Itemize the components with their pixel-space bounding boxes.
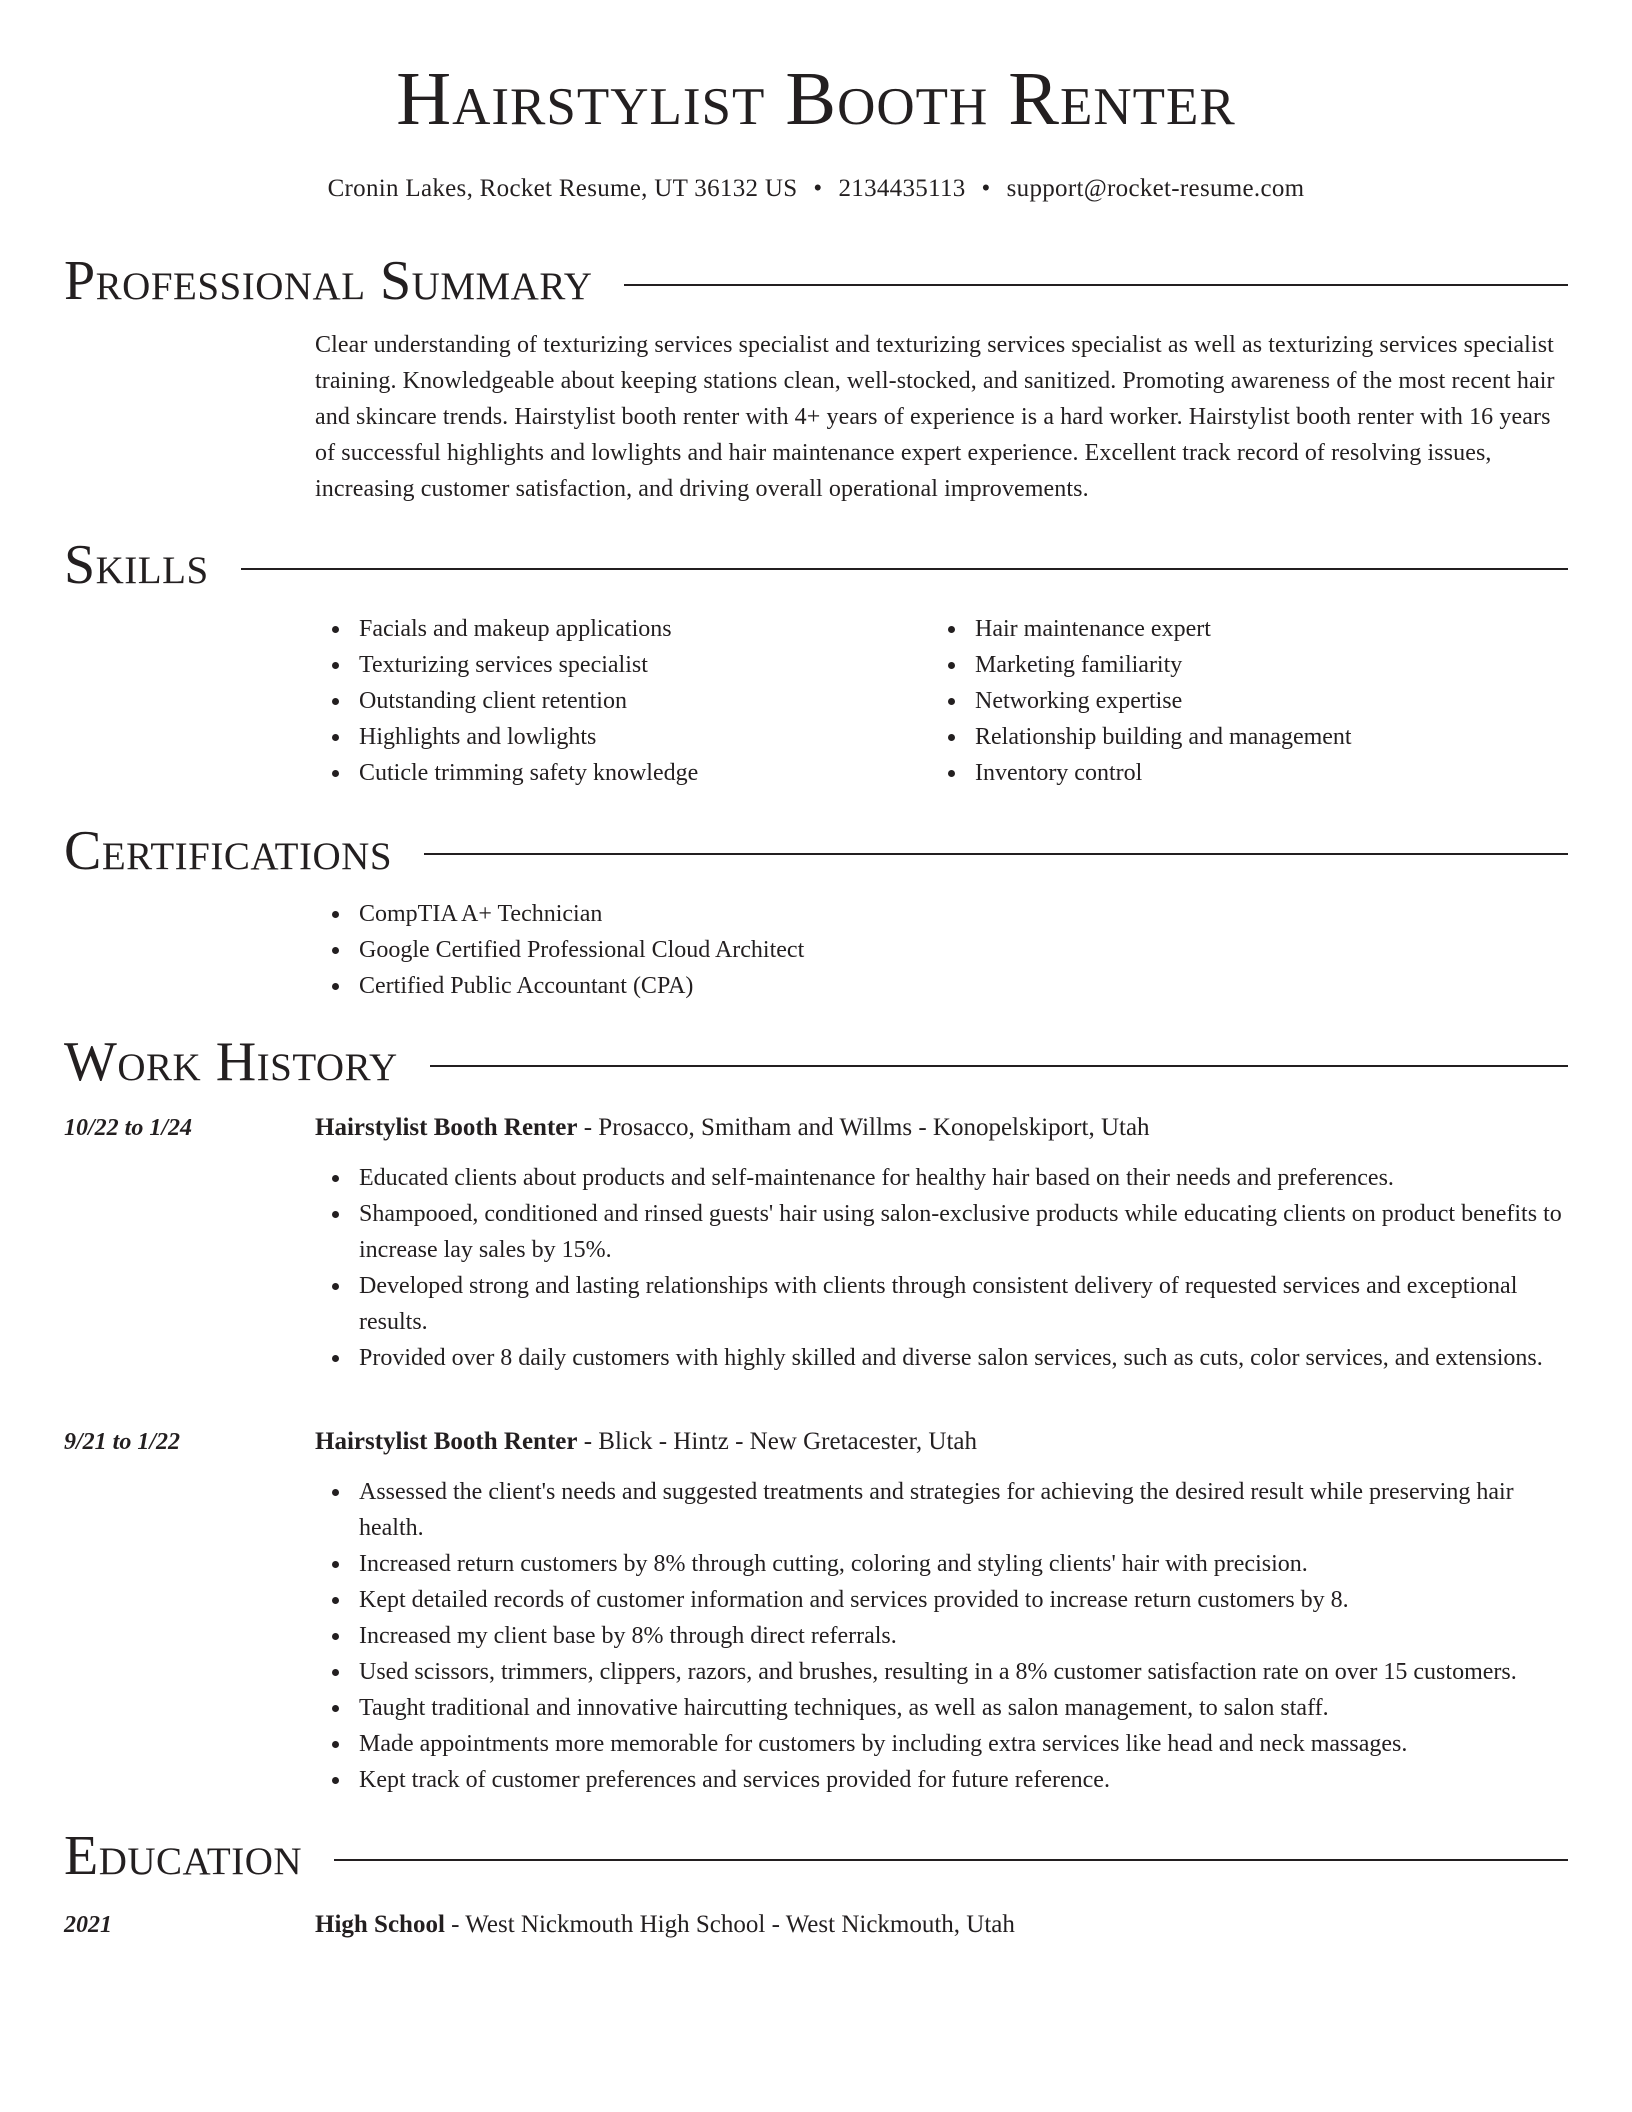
job-dates: 9/21 to 1/22 (64, 1428, 181, 1455)
job-body (315, 1422, 1568, 1798)
education-degree: High School (315, 1911, 445, 1939)
skills-left-list (315, 611, 931, 791)
job-bullet: Used scissors, trimmers, clippers, razors, and brushes, resulting in a 8% customer satisfaction rate on over 15 customers. (315, 1654, 1568, 1690)
job-bullets (315, 1474, 1568, 1798)
skill-item: Inventory control (931, 755, 1568, 791)
certification-item: Google Certified Professional Cloud Architect (315, 932, 1568, 968)
job-body (315, 1108, 1568, 1376)
summary-section-header (64, 251, 1568, 313)
phone: 2134435113 (838, 175, 966, 203)
job-bullet: Taught traditional and innovative haircutting techniques, as well as salon management, to salon staff. (315, 1690, 1568, 1726)
skill-item: Marketing familiarity (931, 647, 1568, 683)
skills-heading: Skills (64, 533, 209, 596)
skill-item: Outstanding client retention (315, 683, 931, 719)
skill-item: Texturizing services specialist (315, 647, 931, 683)
email: support@rocket-resume.com (1006, 175, 1305, 203)
job-bullet: Educated clients about products and self-maintenance for healthy hair based on their needs and preferences. (315, 1160, 1568, 1196)
job-employer: - Prosacco, Smitham and Willms - Konopelskiport, Utah (577, 1113, 1150, 1141)
job-title: Hairstylist Booth Renter (315, 1113, 578, 1141)
skill-item: Hair maintenance expert (931, 611, 1568, 647)
job-employer: - Blick - Hintz - New Gretacester, Utah (577, 1427, 978, 1455)
job-dates: 10/22 to 1/24 (64, 1114, 193, 1141)
skill-item: Highlights and lowlights (315, 719, 931, 755)
candidate-name: Hairstylist Booth Renter (396, 57, 1236, 141)
education-body (315, 1905, 1568, 1945)
job-bullet: Shampooed, conditioned and rinsed guests' hair using salon-exclusive products while educating clients on product benefits to increase lay sales by 15%. (315, 1196, 1568, 1268)
skills-section-header (64, 535, 1568, 597)
address: Cronin Lakes, Rocket Resume, UT 36132 US (327, 175, 798, 203)
contact-separator: • (981, 175, 991, 203)
skill-item: Relationship building and management (931, 719, 1568, 755)
certifications-heading: Certifications (64, 819, 393, 882)
education-heading: Education (64, 1824, 303, 1887)
summary-text: Clear understanding of texturizing services specialist and texturizing services specialist as well as texturizing services specialist training. Knowledgeable about keeping stations clean, well-stocked, and sanitized. Promoting awareness of the most recent hair and skincare trends. Hairstylist booth renter with 4+ years of experience is a hard worker. Hairstylist booth renter with 16 years of successful highlights and lowlights and hair maintenance expert experience. Excellent track record of resolving issues, increasing customer satisfaction, and driving overall operational improvements. (315, 331, 1555, 502)
job-bullets (315, 1160, 1568, 1376)
skill-item: Facials and makeup applications (315, 611, 931, 647)
job-bullet: Kept track of customer preferences and services provided for future reference. (315, 1762, 1568, 1798)
section-divider (430, 1065, 1568, 1067)
job-entry (64, 1108, 1568, 1376)
education-entry (64, 1905, 1568, 1945)
contact-separator: • (813, 175, 823, 203)
skill-item: Networking expertise (931, 683, 1568, 719)
section-divider (424, 853, 1568, 855)
skills-grid (64, 611, 1568, 791)
education-school: - West Nickmouth High School - West Nickmouth, Utah (444, 1911, 1015, 1939)
section-divider (241, 568, 1568, 570)
job-entry (64, 1422, 1568, 1798)
job-bullet: Kept detailed records of customer information and services provided to increase return customers by 8. (315, 1582, 1568, 1618)
certifications-section-header (64, 821, 1568, 883)
job-bullet: Increased return customers by 8% through cutting, coloring and styling clients' hair with precision. (315, 1546, 1568, 1582)
contact-line (64, 175, 1568, 203)
certifications-list (64, 896, 1568, 1004)
skills-right-list (931, 611, 1568, 791)
job-bullet: Increased my client base by 8% through direct referrals. (315, 1618, 1568, 1654)
certification-item: Certified Public Accountant (CPA) (315, 968, 1568, 1004)
job-title-line (315, 1108, 1568, 1148)
skill-item: Cuticle trimming safety knowledge (315, 755, 931, 791)
section-divider (334, 1859, 1568, 1861)
certification-item: CompTIA A+ Technician (315, 896, 1568, 932)
job-bullet: Assessed the client's needs and suggested treatments and strategies for achieving the desired result while preserving hair health. (315, 1474, 1568, 1546)
section-divider (624, 284, 1568, 286)
job-title-line (315, 1422, 1568, 1462)
education-title-line (315, 1905, 1568, 1945)
work-section-header (64, 1032, 1568, 1094)
summary-heading: Professional Summary (64, 250, 593, 313)
job-bullet: Made appointments more memorable for customers by including extra services like head and neck massages. (315, 1726, 1568, 1762)
education-year: 2021 (64, 1912, 112, 1939)
job-bullet: Provided over 8 daily customers with highly skilled and diverse salon services, such as cuts, color services, and extensions. (315, 1340, 1568, 1376)
education-section-header (64, 1826, 1568, 1888)
work-heading: Work History (64, 1031, 398, 1094)
job-bullet: Developed strong and lasting relationships with clients through consistent delivery of requested services and exceptional results. (315, 1268, 1568, 1340)
job-title: Hairstylist Booth Renter (315, 1427, 578, 1455)
